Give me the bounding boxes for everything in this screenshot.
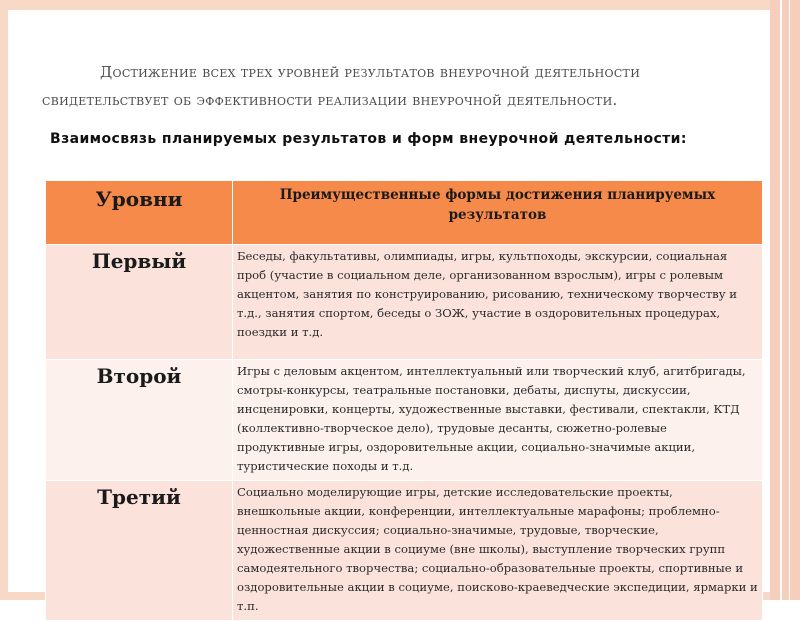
table-row: [46, 360, 763, 481]
frame-right-border: [770, 0, 800, 600]
level-name-first: Первый: [46, 245, 233, 360]
slide-subtitle: Взаимосвязь планируемых результатов и форм внеурочной деятельности:: [50, 131, 687, 147]
header-levels: Уровни: [46, 181, 233, 245]
level-forms-first: Беседы, факультативы, олимпиады, игры, культпоходы, экскурсии, социальная проб (участие в социальном деле, организованном взрослым), игры с ролевым акцентом, занятия по конструированию, рисованию, техническому творчеству и т.д., занятия спортом, беседы о ЗОЖ, участие в оздоровительных процедурах, поездки и т.д.: [233, 245, 763, 360]
level-forms-third: Социально моделирующие игры, детские исследовательские проекты, внешкольные акции, конференции, интеллектуальные марафоны; проблемно-ценностная дискуссия; социально-значимые, трудовые, творческие, художественные акции в социуме (вне школы), выступление творческих групп самодеятельного творчества; социально-образовательные проекты, спортивные и оздоровительные акции в социуме, поисково-краеведческие экспедиции, ярмарки и т.п.: [233, 481, 763, 621]
table-row: [46, 245, 763, 360]
slide-title: [42, 58, 742, 114]
header-forms: Преимущественные формы достижения планируемых результатов: [233, 181, 763, 245]
level-name-third: Третий: [46, 481, 233, 621]
level-forms-second: Игры с деловым акцентом, интеллектуальный или творческий клуб, агитбригады, смотры-конкурсы, театральные постановки, дебаты, диспуты, дискуссии, инсценировки, концерты, художественные выставки, фестивали, спектакли, КТД (коллективно-творческое дело), трудовые десанты, сюжетно-ролевые продуктивные игры, оздоровительные акции, социально-значимые акции, туристические походы и т.д.: [233, 360, 763, 481]
slide-title-line2: свидетельствует об эффективности реализации внеурочной деятельности.: [42, 91, 618, 109]
frame-left-border: [0, 0, 8, 600]
frame-right-stripe-thin: [789, 0, 790, 600]
frame-right-stripe: [780, 0, 782, 600]
levels-table: [45, 180, 763, 621]
table-row: [46, 481, 763, 621]
slide-title-line1: Достижение всех трех уровней результатов внеурочной деятельности: [100, 63, 641, 81]
frame-top-border: [0, 0, 800, 10]
level-name-second: Второй: [46, 360, 233, 481]
table-header-row: [46, 181, 763, 245]
